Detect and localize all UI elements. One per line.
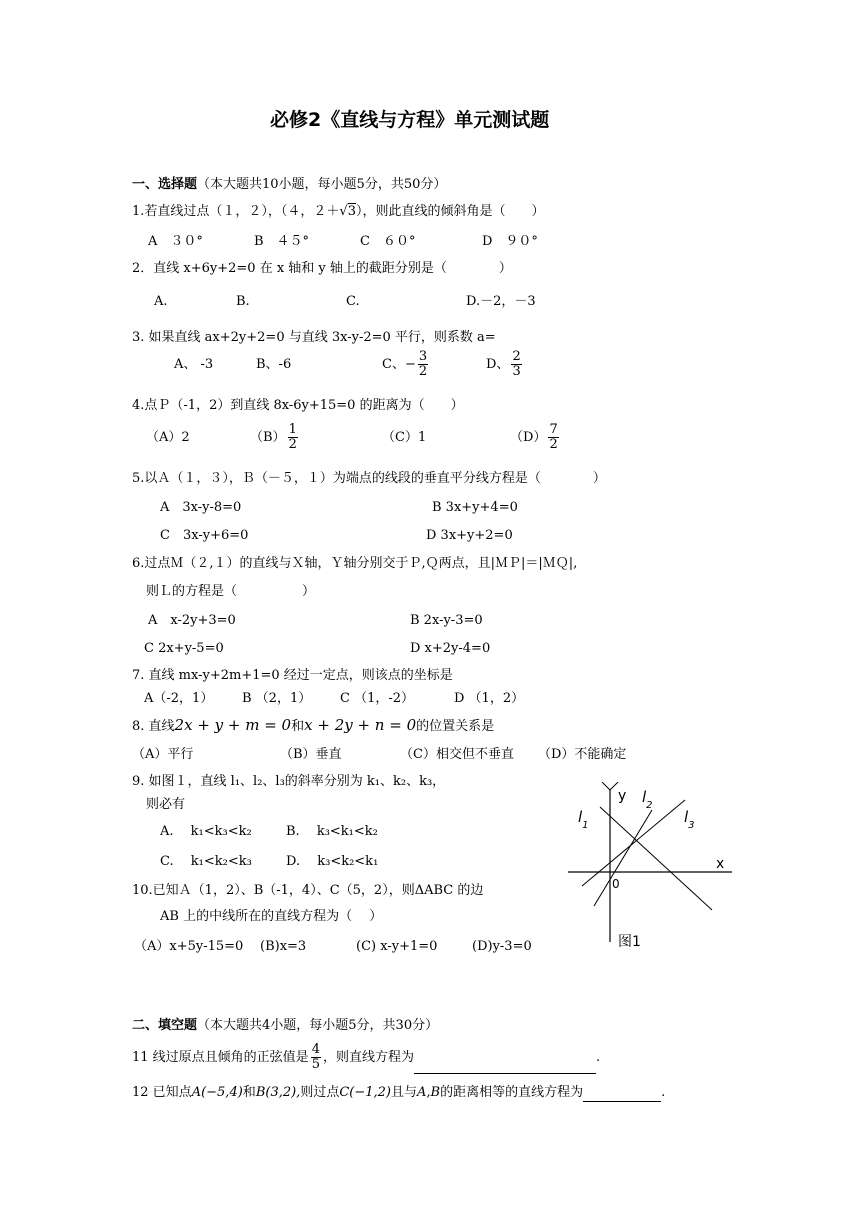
q11-fraction — [311, 1043, 321, 1072]
q3-option-b: B、-6 — [256, 357, 292, 372]
q2-option-b: B. — [236, 294, 250, 309]
page-title: 必修2《直线与方程》单元测试题 — [270, 109, 550, 131]
q12-stem-a: 12 已知点 — [132, 1085, 192, 1100]
section1-heading: 一、选择题 — [132, 177, 198, 192]
q10-option-c: (C) x-y+1=0 — [356, 939, 438, 954]
q12-stem-c: 且与 — [391, 1085, 418, 1100]
q10-stem-line2: AB 上的中线所在的直线方程为（ ） — [160, 909, 383, 924]
q5-option-a: A 3x-y-8=0 — [160, 500, 242, 515]
q12-answer-blank[interactable] — [583, 1083, 661, 1102]
l3-letter: l — [684, 808, 689, 826]
q8-equation-1: 2x + y + m = 0 — [174, 716, 292, 734]
q2-option-c: C. — [346, 294, 360, 309]
q5-option-c: C 3x-y+6=0 — [160, 528, 249, 543]
q6-option-b: B 2x-y-3=0 — [410, 613, 483, 628]
q8-option-a: （A）平行 — [132, 747, 194, 762]
q4-option-c: （C）1 — [382, 430, 427, 445]
q12-stem — [132, 1083, 665, 1102]
q10-stem-line1: 10.已知Ａ（1，2）、B（-1，4）、C（5，2），则ΔABC 的边 — [132, 883, 484, 898]
sqrt-sign: √ — [339, 204, 348, 219]
section2-header — [132, 1017, 438, 1035]
x-axis-label: x — [716, 856, 725, 872]
q12-point-a: A(−5,4) — [191, 1085, 243, 1100]
q1-stem-a: 1.若直线过点（１，２），（４，２＋ — [132, 204, 340, 219]
section2-note: （本大题共4小题，每小题5分，共30分） — [197, 1018, 439, 1033]
q11-denominator: 5 — [311, 1057, 320, 1072]
q5-stem: 5.以Ａ（１，３），Ｂ（－５，１）为端点的线段的垂直平分线方程是（ ） — [132, 471, 606, 486]
q2-stem: 2．直线 x+6y+2=0 在 x 轴和 y 轴上的截距分别是（ ） — [132, 261, 512, 276]
q7-option-a: A（-2，1） — [144, 691, 214, 706]
q9-option-c: C. k₁<k₂<k₃ — [160, 854, 252, 869]
section1-header — [132, 176, 446, 194]
q3-option-c-label: C、 — [382, 357, 405, 372]
l3-label — [684, 808, 695, 831]
q9-option-d: D. k₃<k₂<k₁ — [286, 854, 379, 869]
q12-end: . — [661, 1085, 666, 1100]
l1-letter: l — [578, 808, 583, 826]
q8-option-c: （C）相交但不垂直 — [400, 747, 514, 762]
q6-option-a: A x-2y+3=0 — [148, 613, 236, 628]
q3-option-a: A、 -3 — [174, 357, 214, 372]
q11-stem-b: ，则直线方程为 — [322, 1050, 414, 1065]
l1-subscript: 1 — [582, 820, 589, 831]
q4-stem: 4.点Ｐ（-1，2）到直线 8x-6y+15=0 的距离为（ ） — [132, 398, 464, 413]
q2-option-d: D.－2，－3 — [466, 294, 536, 309]
l2-letter: l — [642, 788, 647, 806]
q3-option-c — [382, 350, 430, 380]
q11-numerator: 4 — [311, 1042, 320, 1057]
q4-option-b — [250, 423, 300, 453]
q1-sqrt-value: 3 — [347, 204, 356, 219]
q12-and: 和 — [242, 1085, 256, 1100]
q4-option-d — [510, 423, 561, 453]
l2-label — [642, 788, 653, 811]
line-l2 — [594, 810, 652, 906]
q12-stem-d: 的距离相等的直线方程为 — [440, 1085, 584, 1100]
q8-option-d: （D）不能确定 — [538, 747, 627, 762]
q3-option-d-fraction — [511, 350, 521, 379]
q4-option-b-denominator: 2 — [288, 437, 297, 452]
q9-stem-line1: 9. 如图１，直线 l₁、l₂、l₃的斜率分别为 k₁、k₂、k₃， — [132, 774, 446, 789]
q7-option-c: C （1，-2） — [340, 691, 415, 706]
line-l1 — [600, 807, 712, 910]
q5-option-b: B 3x+y+4=0 — [432, 500, 518, 515]
q3-option-d-label: D、 — [486, 357, 510, 372]
q7-option-b: B （2，1） — [242, 691, 312, 706]
q4-option-d-denominator: 2 — [549, 437, 558, 452]
q3-option-c-numerator: 3 — [418, 349, 428, 364]
q3-option-d — [486, 350, 524, 380]
q10-option-d: (D)y-3=0 — [472, 939, 532, 954]
q1-option-c: C ６０° — [360, 234, 416, 249]
q4-option-b-label: （B） — [250, 430, 286, 445]
q4-option-b-numerator: 1 — [288, 422, 297, 437]
q8-option-b: （B）垂直 — [280, 747, 342, 762]
q3-option-c-fraction — [418, 350, 428, 379]
q8-stem-a: 8. 直线 — [132, 719, 175, 734]
q7-stem: 7. 直线 mx-y+2m+1=0 经过一定点，则该点的坐标是 — [132, 668, 453, 683]
q1-option-b: B ４５° — [254, 234, 310, 249]
q12-point-b: B(3,2), — [255, 1085, 301, 1100]
q9-option-a: A. k₁<k₃<k₂ — [160, 824, 252, 839]
q1-stem-b: ），则此直线的倾斜角是（ ） — [355, 204, 545, 219]
q11-end: . — [595, 1050, 601, 1065]
q4-option-d-label: （D） — [510, 430, 547, 445]
q6-stem-line1: 6.过点Ｍ（２,１）的直线与Ｘ轴，Ｙ轴分别交于Ｐ,Ｑ两点，且|ＭＰ|＝|ＭＱ|, — [132, 556, 578, 571]
origin-label: 0 — [612, 877, 620, 891]
q11-stem — [132, 1042, 600, 1074]
y-arrow-right — [610, 782, 618, 790]
line-l3 — [582, 800, 685, 886]
q3-option-c-denominator: 2 — [418, 364, 428, 379]
q8-stem-b: 的位置关系是 — [416, 719, 495, 734]
q1-option-d: D ９０° — [482, 234, 538, 249]
q12-ab: A,B — [417, 1085, 441, 1100]
q2-option-a: A. — [154, 294, 168, 309]
l3-subscript: 3 — [688, 820, 695, 831]
q3-option-c-sign: − — [404, 357, 416, 372]
section2-heading: 二、填空题 — [132, 1018, 198, 1033]
q1-option-a: A ３０° — [148, 234, 203, 249]
q6-stem-line2: 则Ｌ的方程是（ ） — [146, 584, 316, 599]
l2-subscript: 2 — [646, 800, 653, 811]
q9-option-b: B. k₃<k₁<k₂ — [286, 824, 378, 839]
q8-and: 和 — [291, 719, 305, 734]
q9-stem-line2: 则必有 — [146, 797, 186, 812]
y-arrow-left — [602, 782, 610, 790]
figure-1 — [560, 782, 740, 954]
q3-option-d-numerator: 2 — [512, 349, 521, 364]
q3-stem: 3. 如果直线 ax+2y+2=0 与直线 3x-y-2=0 平行，则系数 a= — [132, 330, 496, 345]
y-axis-label: y — [618, 788, 627, 804]
section1-note: （本大题共10小题，每小题5分，共50分） — [197, 177, 447, 192]
q4-option-b-fraction — [288, 423, 298, 452]
q10-option-a: （A）x+5y-15=0 — [134, 939, 244, 954]
q11-stem-a: 11 线过原点且倾角的正弦值是 — [132, 1050, 309, 1065]
q12-point-c: C(−1,2) — [339, 1085, 392, 1100]
q10-option-b: (B)x=3 — [260, 939, 307, 954]
q6-option-c: C 2x+y-5=0 — [144, 641, 224, 656]
q12-stem-b: 则过点 — [300, 1085, 340, 1100]
q8-equation-2: x + 2y + n = 0 — [304, 716, 417, 734]
q4-option-d-numerator: 7 — [549, 422, 558, 437]
q6-option-d: D x+2y-4=0 — [410, 641, 491, 656]
q4-option-d-fraction — [548, 423, 558, 452]
q4-option-a: （A）2 — [146, 430, 190, 445]
q3-option-d-denominator: 3 — [512, 364, 521, 379]
q11-answer-blank[interactable] — [414, 1055, 596, 1074]
q5-option-d: D 3x+y+2=0 — [426, 528, 513, 543]
figure-caption: 图1 — [618, 934, 641, 950]
l1-label — [578, 808, 589, 831]
q7-option-d: D （1，2） — [454, 691, 525, 706]
q1-stem — [132, 203, 545, 221]
q8-stem — [132, 716, 494, 736]
